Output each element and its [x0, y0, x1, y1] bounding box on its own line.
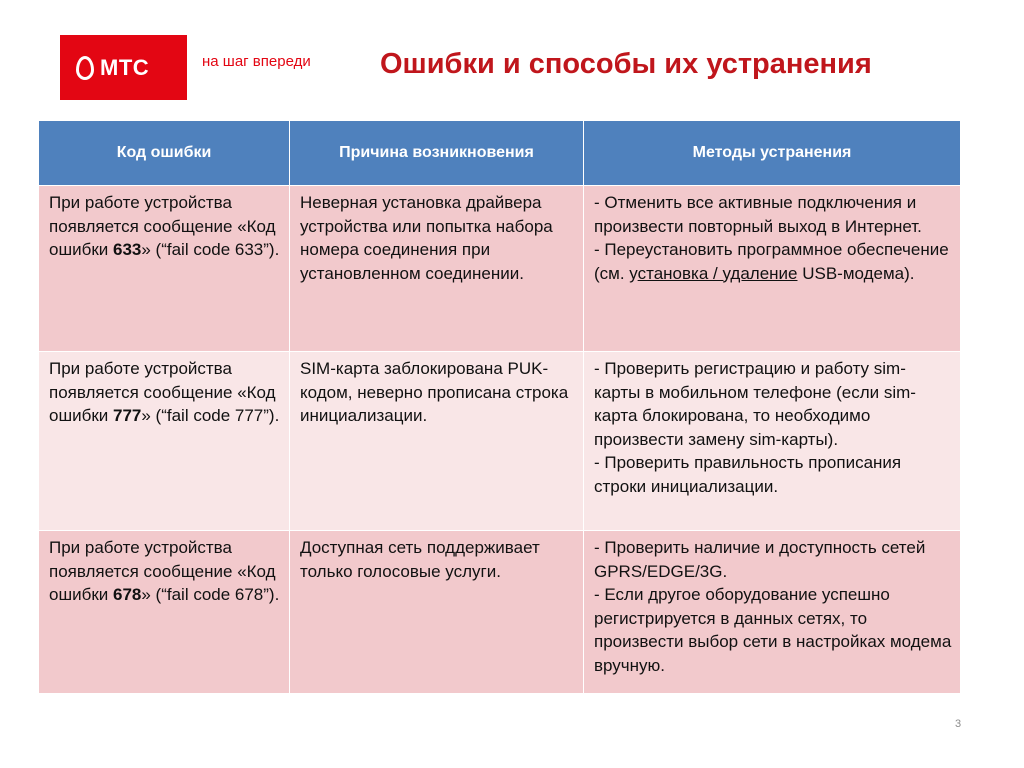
- page-number: 3: [955, 718, 962, 730]
- error-code-prefix: При работе устройства появляется сообщение «Код ошибки: [49, 359, 276, 425]
- method-item: - Проверить правильность прописания строки инициализации.: [594, 453, 902, 496]
- cause-cell: SIM-карта заблокирована PUK-кодом, неверно прописана строка инициализации.: [290, 352, 584, 531]
- column-header-methods: Методы устранения: [584, 121, 961, 186]
- mts-logo: [60, 35, 187, 100]
- methods-cell: [584, 186, 961, 352]
- error-code-cell: [39, 186, 290, 352]
- error-code-number: 633: [112, 240, 142, 259]
- error-code-number: 777: [112, 406, 142, 425]
- cause-cell: Неверная установка драйвера устройства или попытка набора номера соединения при установленном соединении.: [290, 186, 584, 352]
- error-code-suffix: » (“fail code 633”).: [141, 240, 280, 259]
- column-header-code: Код ошибки: [39, 121, 290, 186]
- method-item: [594, 238, 952, 285]
- error-code-cell: [39, 352, 290, 531]
- table-row: [39, 186, 961, 352]
- error-code-prefix: При работе устройства появляется сообщение «Код ошибки: [49, 538, 276, 604]
- method-item: - Проверить регистрацию и работу sim-карты в мобильном телефоне (если sim-карта блокирована, то необходимо произвести замену sim-карты).: [594, 359, 916, 449]
- table-row: [39, 531, 961, 694]
- method-item: - Если другое оборудование успешно регистрируется в данных сетях, то произвести выбор сети в настройках модема вручную.: [594, 585, 952, 675]
- table-row: [39, 352, 961, 531]
- error-code-number: 678: [112, 585, 142, 604]
- table-header-row: [39, 121, 961, 186]
- method-item-suffix: USB-модема).: [797, 263, 915, 283]
- method-item: - Отменить все активные подключения и произвести повторный выход в Интернет.: [594, 193, 922, 236]
- install-uninstall-link[interactable]: становка / удаление: [637, 263, 798, 283]
- errors-table: [38, 120, 961, 694]
- egg-icon: [76, 56, 94, 80]
- error-code-cell: [39, 531, 290, 694]
- methods-cell: [584, 352, 961, 531]
- logo-text: МТС: [100, 54, 150, 80]
- methods-cell: [584, 531, 961, 694]
- slogan: на шаг впереди: [202, 53, 311, 70]
- method-item-prefix: - Переустановить программное обеспечение (см. у: [594, 240, 949, 283]
- method-item: - Проверить наличие и доступность сетей GPRS/EDGE/3G.: [594, 538, 926, 581]
- error-code-prefix: При работе устройства появляется сообщение «Код ошибки: [49, 193, 276, 259]
- error-code-suffix: » (“fail code 678”).: [141, 585, 280, 604]
- page-title: Ошибки и способы их устранения: [380, 48, 872, 80]
- cause-cell: Доступная сеть поддерживает только голосовые услуги.: [290, 531, 584, 694]
- error-code-suffix: » (“fail code 777”).: [141, 406, 280, 425]
- column-header-cause: Причина возникновения: [290, 121, 584, 186]
